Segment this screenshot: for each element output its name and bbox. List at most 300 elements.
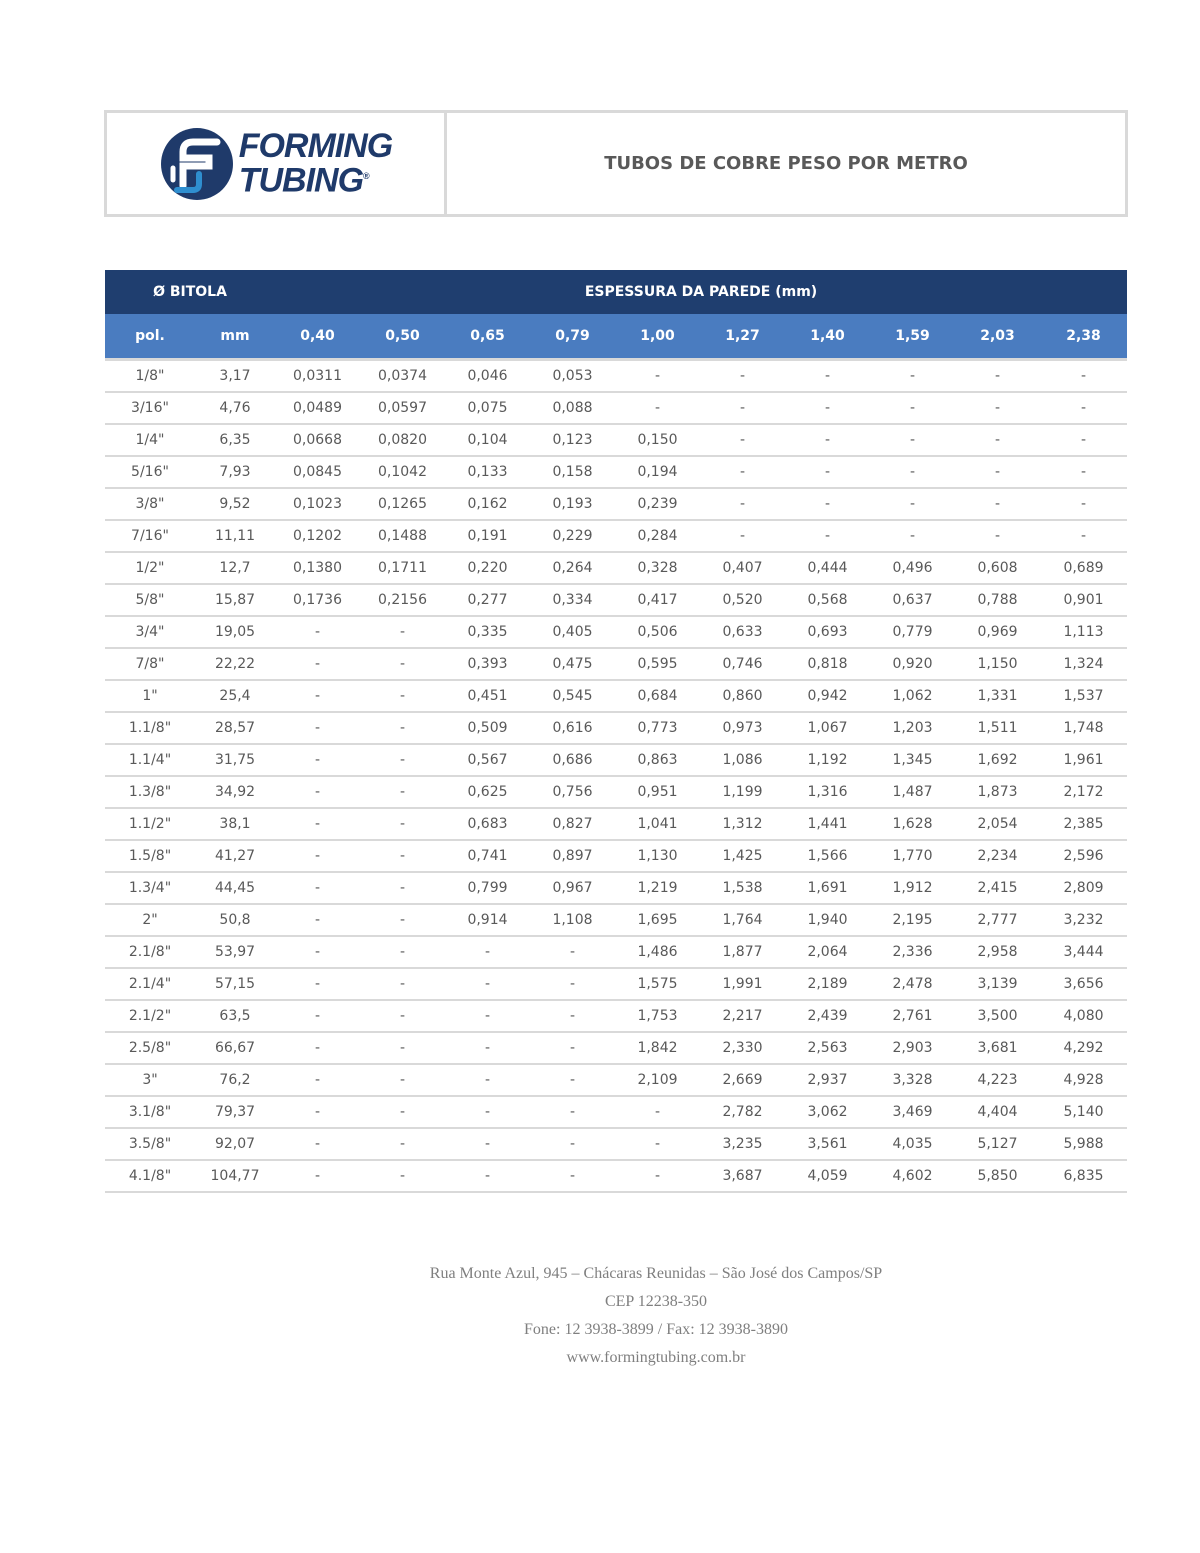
table-cell: 0,686 xyxy=(530,744,615,776)
table-cell: - xyxy=(360,1096,445,1128)
table-cell: 3/8" xyxy=(105,488,195,520)
table-cell: 2,189 xyxy=(785,968,870,1000)
table-cell: 1,912 xyxy=(870,872,955,904)
table-cell: 3,444 xyxy=(1040,936,1127,968)
table-cell: 1.1/2" xyxy=(105,808,195,840)
table-cell: 1,345 xyxy=(870,744,955,776)
table-cell: - xyxy=(530,1160,615,1192)
table-cell: - xyxy=(615,1160,700,1192)
table-row xyxy=(105,744,1127,776)
table-cell: 0,150 xyxy=(615,424,700,456)
table-cell: 44,45 xyxy=(195,872,275,904)
table-cell: 1.3/4" xyxy=(105,872,195,904)
table-cell: 76,2 xyxy=(195,1064,275,1096)
table-cell: 1,842 xyxy=(615,1032,700,1064)
table-cell: 2.1/4" xyxy=(105,968,195,1000)
table-row xyxy=(105,840,1127,872)
table-cell: 0,417 xyxy=(615,584,700,616)
table-cell: 0,914 xyxy=(445,904,530,936)
table-cell: - xyxy=(955,488,1040,520)
table-cell: - xyxy=(955,520,1040,552)
table-cell: 0,799 xyxy=(445,872,530,904)
table-cell: 2,217 xyxy=(700,1000,785,1032)
table-cell: 1.5/8" xyxy=(105,840,195,872)
table-cell: 0,133 xyxy=(445,456,530,488)
table-row xyxy=(105,872,1127,904)
table-cell: 0,0845 xyxy=(275,456,360,488)
table-row xyxy=(105,680,1127,712)
table-cell: - xyxy=(445,936,530,968)
table-cell: 1,441 xyxy=(785,808,870,840)
table-cell: - xyxy=(870,488,955,520)
table-cell: 1,628 xyxy=(870,808,955,840)
table-cell: 5,988 xyxy=(1040,1128,1127,1160)
column-header: 0,40 xyxy=(275,314,360,360)
table-cell: 53,97 xyxy=(195,936,275,968)
table-cell: 0,162 xyxy=(445,488,530,520)
table-cell: 2,195 xyxy=(870,904,955,936)
table-cell: 0,334 xyxy=(530,584,615,616)
table-cell: 0,616 xyxy=(530,712,615,744)
table-cell: - xyxy=(360,808,445,840)
table-cell: - xyxy=(360,648,445,680)
footer-phone: Fone: 12 3938-3899 / Fax: 12 3938-3890 xyxy=(524,1321,788,1338)
table-cell: - xyxy=(360,680,445,712)
table-cell: 3,681 xyxy=(955,1032,1040,1064)
table-cell: 0,1736 xyxy=(275,584,360,616)
table-cell: 1,486 xyxy=(615,936,700,968)
table-cell: 19,05 xyxy=(195,616,275,648)
table-cell: 0,123 xyxy=(530,424,615,456)
table-cell: 5,140 xyxy=(1040,1096,1127,1128)
table-cell: - xyxy=(700,456,785,488)
table-cell: 2,330 xyxy=(700,1032,785,1064)
table-cell: 0,0820 xyxy=(360,424,445,456)
table-cell: 1,041 xyxy=(615,808,700,840)
table-cell: 0,969 xyxy=(955,616,1040,648)
table-cell: 1,770 xyxy=(870,840,955,872)
table-cell: 1,316 xyxy=(785,776,870,808)
column-header: 2,03 xyxy=(955,314,1040,360)
table-cell: 5,127 xyxy=(955,1128,1040,1160)
table-cell: 1,940 xyxy=(785,904,870,936)
table-cell: 0,693 xyxy=(785,616,870,648)
table-cell: - xyxy=(275,904,360,936)
table-cell: - xyxy=(360,872,445,904)
document-header xyxy=(104,110,1128,217)
table-cell: 3,062 xyxy=(785,1096,870,1128)
table-cell: 15,87 xyxy=(195,584,275,616)
table-row xyxy=(105,648,1127,680)
table-cell: - xyxy=(785,424,870,456)
table-cell: - xyxy=(615,392,700,424)
footer-website[interactable]: www.formingtubing.com.br xyxy=(566,1349,746,1366)
table-cell: 1,192 xyxy=(785,744,870,776)
table-row xyxy=(105,1032,1127,1064)
table-cell: - xyxy=(615,360,700,393)
table-cell: 0,509 xyxy=(445,712,530,744)
table-cell: 1,425 xyxy=(700,840,785,872)
logo-line-tubing: TUBING® xyxy=(238,161,370,200)
table-cell: - xyxy=(360,1064,445,1096)
table-cell: - xyxy=(870,360,955,393)
table-cell: 63,5 xyxy=(195,1000,275,1032)
column-header: 1,00 xyxy=(615,314,700,360)
table-cell: 6,35 xyxy=(195,424,275,456)
table-cell: 0,625 xyxy=(445,776,530,808)
table-cell: 0,194 xyxy=(615,456,700,488)
table-cell: 0,229 xyxy=(530,520,615,552)
table-cell: 0,741 xyxy=(445,840,530,872)
table-cell: - xyxy=(360,744,445,776)
table-cell: 0,951 xyxy=(615,776,700,808)
table-row xyxy=(105,1096,1127,1128)
table-cell: 1,753 xyxy=(615,1000,700,1032)
copper-tube-weight-table xyxy=(105,270,1127,1193)
table-cell: 66,67 xyxy=(195,1032,275,1064)
table-cell: 1,067 xyxy=(785,712,870,744)
table-cell: 2,669 xyxy=(700,1064,785,1096)
table-cell: 0,1265 xyxy=(360,488,445,520)
table-cell: 0,637 xyxy=(870,584,955,616)
table-row xyxy=(105,1000,1127,1032)
table-cell: 3,232 xyxy=(1040,904,1127,936)
table-cell: 4,059 xyxy=(785,1160,870,1192)
table-cell: - xyxy=(1040,360,1127,393)
table-cell: 0,942 xyxy=(785,680,870,712)
table-cell: - xyxy=(360,904,445,936)
logo-cell xyxy=(107,113,447,214)
table-cell: 2,234 xyxy=(955,840,1040,872)
table-row xyxy=(105,968,1127,1000)
group-header-row xyxy=(105,270,1127,314)
table-cell: 1,961 xyxy=(1040,744,1127,776)
table-cell: - xyxy=(700,488,785,520)
table-cell: 2,782 xyxy=(700,1096,785,1128)
table-cell: 0,567 xyxy=(445,744,530,776)
table-cell: - xyxy=(955,360,1040,393)
table-cell: 3" xyxy=(105,1064,195,1096)
forming-tubing-logo-icon xyxy=(159,124,235,204)
table-cell: 2,064 xyxy=(785,936,870,968)
table-cell: 2" xyxy=(105,904,195,936)
table-cell: 0,0374 xyxy=(360,360,445,393)
table-cell: 1,877 xyxy=(700,936,785,968)
table-row xyxy=(105,1128,1127,1160)
table-cell: 2,937 xyxy=(785,1064,870,1096)
table-cell: - xyxy=(445,1064,530,1096)
table-cell: - xyxy=(1040,456,1127,488)
table-cell: 0,746 xyxy=(700,648,785,680)
table-cell: 1,312 xyxy=(700,808,785,840)
table-cell: 0,335 xyxy=(445,616,530,648)
table-row xyxy=(105,808,1127,840)
table-row xyxy=(105,616,1127,648)
table-cell: 4,404 xyxy=(955,1096,1040,1128)
table-cell: 0,595 xyxy=(615,648,700,680)
table-cell: - xyxy=(530,936,615,968)
table-cell: 9,52 xyxy=(195,488,275,520)
table-cell: 1.3/8" xyxy=(105,776,195,808)
table-cell: 1/2" xyxy=(105,552,195,584)
table-cell: 0,689 xyxy=(1040,552,1127,584)
table-cell: 0,779 xyxy=(870,616,955,648)
table-row xyxy=(105,1064,1127,1096)
table-cell: 0,967 xyxy=(530,872,615,904)
table-cell: - xyxy=(275,776,360,808)
table-cell: 1,130 xyxy=(615,840,700,872)
table-cell: - xyxy=(615,1096,700,1128)
table-cell: - xyxy=(785,360,870,393)
table-cell: 7/8" xyxy=(105,648,195,680)
table-cell: - xyxy=(530,1064,615,1096)
group-header-wall-thickness: ESPESSURA DA PAREDE (mm) xyxy=(275,270,1127,314)
table-cell: - xyxy=(1040,392,1127,424)
table-cell: 0,393 xyxy=(445,648,530,680)
table-cell: 0,277 xyxy=(445,584,530,616)
table-cell: - xyxy=(275,872,360,904)
table-cell: 104,77 xyxy=(195,1160,275,1192)
table-cell: - xyxy=(870,424,955,456)
table-cell: 2,439 xyxy=(785,1000,870,1032)
table-cell: - xyxy=(445,1128,530,1160)
table-cell: 1,873 xyxy=(955,776,1040,808)
table-cell: 3,687 xyxy=(700,1160,785,1192)
table-cell: 28,57 xyxy=(195,712,275,744)
table-cell: - xyxy=(275,616,360,648)
table-cell: 0,1380 xyxy=(275,552,360,584)
table-cell: 6,835 xyxy=(1040,1160,1127,1192)
table-cell: 2,563 xyxy=(785,1032,870,1064)
table-cell: - xyxy=(360,968,445,1000)
table-cell: - xyxy=(275,1096,360,1128)
table-body xyxy=(105,360,1127,1193)
table-cell: 1,086 xyxy=(700,744,785,776)
table-cell: 2,385 xyxy=(1040,808,1127,840)
table-row xyxy=(105,1160,1127,1192)
table-cell: - xyxy=(275,936,360,968)
table-cell: 3,469 xyxy=(870,1096,955,1128)
table-cell: 31,75 xyxy=(195,744,275,776)
table-cell: 0,818 xyxy=(785,648,870,680)
table-cell: 1,537 xyxy=(1040,680,1127,712)
table-cell: 4,928 xyxy=(1040,1064,1127,1096)
table-row xyxy=(105,904,1127,936)
column-header: 2,38 xyxy=(1040,314,1127,360)
table-cell: - xyxy=(275,1160,360,1192)
table-cell: 3/4" xyxy=(105,616,195,648)
table-cell: 4,292 xyxy=(1040,1032,1127,1064)
table-cell: - xyxy=(275,1000,360,1032)
table-cell: 0,2156 xyxy=(360,584,445,616)
table-cell: - xyxy=(700,392,785,424)
table-cell: - xyxy=(785,488,870,520)
table-cell: 0,239 xyxy=(615,488,700,520)
table-cell: 0,756 xyxy=(530,776,615,808)
table-cell: 0,328 xyxy=(615,552,700,584)
table-cell: - xyxy=(445,1032,530,1064)
footer-address: Rua Monte Azul, 945 – Chácaras Reunidas – São José dos Campos/SP xyxy=(429,1265,883,1282)
table-cell: 0,046 xyxy=(445,360,530,393)
table-cell: - xyxy=(700,520,785,552)
table-cell: - xyxy=(275,680,360,712)
table-cell: - xyxy=(955,424,1040,456)
table-cell: 3,235 xyxy=(700,1128,785,1160)
table-cell: - xyxy=(530,1128,615,1160)
table-cell: 0,451 xyxy=(445,680,530,712)
table-cell: 0,506 xyxy=(615,616,700,648)
table-cell: 1,150 xyxy=(955,648,1040,680)
table-cell: - xyxy=(870,520,955,552)
table-cell: 0,860 xyxy=(700,680,785,712)
table-cell: 0,1202 xyxy=(275,520,360,552)
table-row xyxy=(105,424,1127,456)
table-cell: 0,0311 xyxy=(275,360,360,393)
table-cell: 0,608 xyxy=(955,552,1040,584)
table-cell: - xyxy=(275,1128,360,1160)
table-cell: 34,92 xyxy=(195,776,275,808)
table-cell: 2,903 xyxy=(870,1032,955,1064)
table-cell: 1,511 xyxy=(955,712,1040,744)
table-cell: - xyxy=(360,1032,445,1064)
table-row xyxy=(105,520,1127,552)
table-cell: 0,633 xyxy=(700,616,785,648)
table-cell: 1,113 xyxy=(1040,616,1127,648)
table-cell: 79,37 xyxy=(195,1096,275,1128)
registered-mark: ® xyxy=(363,171,370,182)
table-cell: 0,407 xyxy=(700,552,785,584)
table-cell: - xyxy=(360,840,445,872)
table-cell: 57,15 xyxy=(195,968,275,1000)
table-cell: 3.1/8" xyxy=(105,1096,195,1128)
table-cell: 0,220 xyxy=(445,552,530,584)
table-cell: 0,1488 xyxy=(360,520,445,552)
table-cell: 2,415 xyxy=(955,872,1040,904)
table-cell: - xyxy=(785,456,870,488)
table-row xyxy=(105,392,1127,424)
table-cell: - xyxy=(530,1096,615,1128)
table-row xyxy=(105,456,1127,488)
table-cell: 5/16" xyxy=(105,456,195,488)
table-cell: 1,991 xyxy=(700,968,785,1000)
company-logo xyxy=(159,124,393,204)
table-cell: 2,054 xyxy=(955,808,1040,840)
table-cell: 3,561 xyxy=(785,1128,870,1160)
table-cell: 2.5/8" xyxy=(105,1032,195,1064)
table-cell: 1.1/4" xyxy=(105,744,195,776)
table-cell: - xyxy=(445,1160,530,1192)
table-cell: 1,324 xyxy=(1040,648,1127,680)
table-row xyxy=(105,712,1127,744)
column-header: 1,59 xyxy=(870,314,955,360)
table-cell: 0,863 xyxy=(615,744,700,776)
column-header: 1,27 xyxy=(700,314,785,360)
table-cell: 22,22 xyxy=(195,648,275,680)
table-cell: 1,199 xyxy=(700,776,785,808)
table-cell: 0,0597 xyxy=(360,392,445,424)
column-header: 1,40 xyxy=(785,314,870,360)
column-header-row xyxy=(105,314,1127,360)
table-cell: 0,284 xyxy=(615,520,700,552)
table-cell: - xyxy=(530,968,615,1000)
table-cell: 0,568 xyxy=(785,584,870,616)
table-cell: 0,193 xyxy=(530,488,615,520)
table-cell: 0,075 xyxy=(445,392,530,424)
table-row xyxy=(105,584,1127,616)
table-cell: 1,764 xyxy=(700,904,785,936)
table-cell: 0,475 xyxy=(530,648,615,680)
table-cell: 1/4" xyxy=(105,424,195,456)
table-cell: 0,920 xyxy=(870,648,955,680)
table-cell: - xyxy=(275,1032,360,1064)
table-cell: 0,158 xyxy=(530,456,615,488)
table-cell: - xyxy=(445,1096,530,1128)
table-cell: - xyxy=(785,392,870,424)
table-cell: 2,109 xyxy=(615,1064,700,1096)
table-cell: 0,1711 xyxy=(360,552,445,584)
table-cell: 2,777 xyxy=(955,904,1040,936)
table-cell: 3.5/8" xyxy=(105,1128,195,1160)
footer-cep: CEP 12238-350 xyxy=(604,1293,708,1310)
table-cell: 7,93 xyxy=(195,456,275,488)
table-cell: 1,108 xyxy=(530,904,615,936)
table-cell: 2.1/8" xyxy=(105,936,195,968)
column-header: mm xyxy=(195,314,275,360)
table-cell: - xyxy=(700,360,785,393)
table-cell: 3/16" xyxy=(105,392,195,424)
table-cell: 4,602 xyxy=(870,1160,955,1192)
table-cell: 0,104 xyxy=(445,424,530,456)
table-cell: - xyxy=(275,712,360,744)
table-cell: 3,328 xyxy=(870,1064,955,1096)
column-header: pol. xyxy=(105,314,195,360)
table-cell: 1,692 xyxy=(955,744,1040,776)
table-cell: 1,566 xyxy=(785,840,870,872)
table-cell: - xyxy=(445,1000,530,1032)
table-cell: 1,691 xyxy=(785,872,870,904)
table-cell: 1" xyxy=(105,680,195,712)
table-cell: 1,219 xyxy=(615,872,700,904)
table-cell: 2,172 xyxy=(1040,776,1127,808)
table-cell: 3,656 xyxy=(1040,968,1127,1000)
table-cell: 1,203 xyxy=(870,712,955,744)
document-title: TUBOS DE COBRE PESO POR METRO xyxy=(604,153,968,174)
table-cell: 1,487 xyxy=(870,776,955,808)
table-cell: 0,520 xyxy=(700,584,785,616)
table-cell: - xyxy=(360,616,445,648)
table-cell: - xyxy=(1040,424,1127,456)
table-row xyxy=(105,552,1127,584)
table-cell: - xyxy=(275,968,360,1000)
table-cell: - xyxy=(530,1000,615,1032)
table-cell: 0,191 xyxy=(445,520,530,552)
table-cell: 0,264 xyxy=(530,552,615,584)
table-cell: - xyxy=(870,456,955,488)
table-cell: 5,850 xyxy=(955,1160,1040,1192)
table-cell: 2,336 xyxy=(870,936,955,968)
table-cell: - xyxy=(1040,520,1127,552)
table-cell: 0,1042 xyxy=(360,456,445,488)
table-row xyxy=(105,936,1127,968)
table-cell: - xyxy=(530,1032,615,1064)
table-row xyxy=(105,776,1127,808)
table-cell: 4,035 xyxy=(870,1128,955,1160)
group-header-gauge: Ø BITOLA xyxy=(105,270,275,314)
table-cell: - xyxy=(360,1128,445,1160)
table-cell: 11,11 xyxy=(195,520,275,552)
table-cell: - xyxy=(275,648,360,680)
table-cell: - xyxy=(445,968,530,1000)
